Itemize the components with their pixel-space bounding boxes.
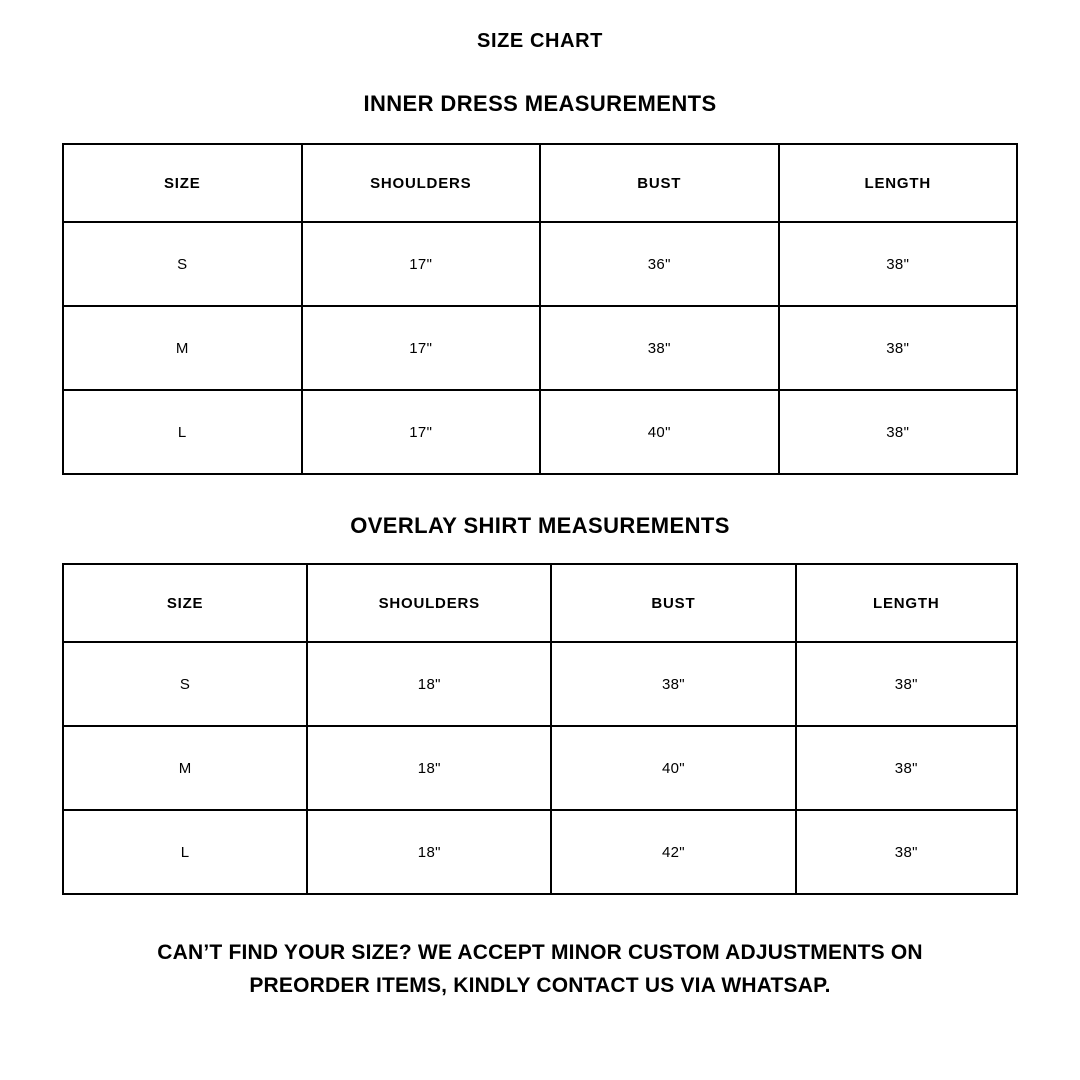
cell-shoulders: 17"	[302, 306, 541, 390]
cell-bust: 40"	[551, 726, 795, 810]
cell-length: 38"	[796, 726, 1017, 810]
column-header-shoulders: SHOULDERS	[307, 564, 551, 642]
inner-dress-table-wrap	[0, 143, 1080, 475]
overlay-shirt-table	[62, 563, 1018, 895]
footer-note-line-1: CAN’T FIND YOUR SIZE? WE ACCEPT MINOR CUSTOM ADJUSTMENTS ON	[157, 941, 923, 964]
cell-size: M	[63, 306, 302, 390]
cell-shoulders: 18"	[307, 726, 551, 810]
inner-dress-table	[62, 143, 1018, 475]
table-row	[63, 222, 1017, 306]
column-header-bust: BUST	[540, 144, 779, 222]
cell-bust: 42"	[551, 810, 795, 894]
table-row	[63, 810, 1017, 894]
column-header-length: LENGTH	[796, 564, 1017, 642]
cell-length: 38"	[779, 306, 1018, 390]
footer-note-line-2: PREORDER ITEMS, KINDLY CONTACT US VIA WHATSAP.	[249, 973, 831, 997]
table-header-row	[63, 564, 1017, 642]
column-header-size: SIZE	[63, 564, 307, 642]
column-header-bust: BUST	[551, 564, 795, 642]
footer-note	[0, 895, 1080, 1002]
cell-shoulders: 18"	[307, 642, 551, 726]
table-row	[63, 306, 1017, 390]
cell-bust: 40"	[540, 390, 779, 474]
column-header-length: LENGTH	[779, 144, 1018, 222]
overlay-shirt-table-wrap	[0, 563, 1080, 895]
cell-length: 38"	[796, 810, 1017, 894]
cell-length: 38"	[796, 642, 1017, 726]
cell-bust: 36"	[540, 222, 779, 306]
table-header-row	[63, 144, 1017, 222]
cell-shoulders: 17"	[302, 222, 541, 306]
table-row	[63, 390, 1017, 474]
cell-shoulders: 18"	[307, 810, 551, 894]
section-title-inner-dress: INNER DRESS MEASUREMENTS	[363, 91, 717, 116]
cell-size: L	[63, 390, 302, 474]
cell-size: S	[63, 642, 307, 726]
cell-bust: 38"	[540, 306, 779, 390]
table-row	[63, 642, 1017, 726]
cell-length: 38"	[779, 222, 1018, 306]
section-title-overlay-shirt: OVERLAY SHIRT MEASUREMENTS	[350, 513, 730, 538]
page-title: SIZE CHART	[477, 30, 603, 52]
cell-size: M	[63, 726, 307, 810]
table-row	[63, 726, 1017, 810]
cell-shoulders: 17"	[302, 390, 541, 474]
column-header-size: SIZE	[63, 144, 302, 222]
cell-bust: 38"	[551, 642, 795, 726]
cell-length: 38"	[779, 390, 1018, 474]
cell-size: L	[63, 810, 307, 894]
column-header-shoulders: SHOULDERS	[302, 144, 541, 222]
cell-size: S	[63, 222, 302, 306]
